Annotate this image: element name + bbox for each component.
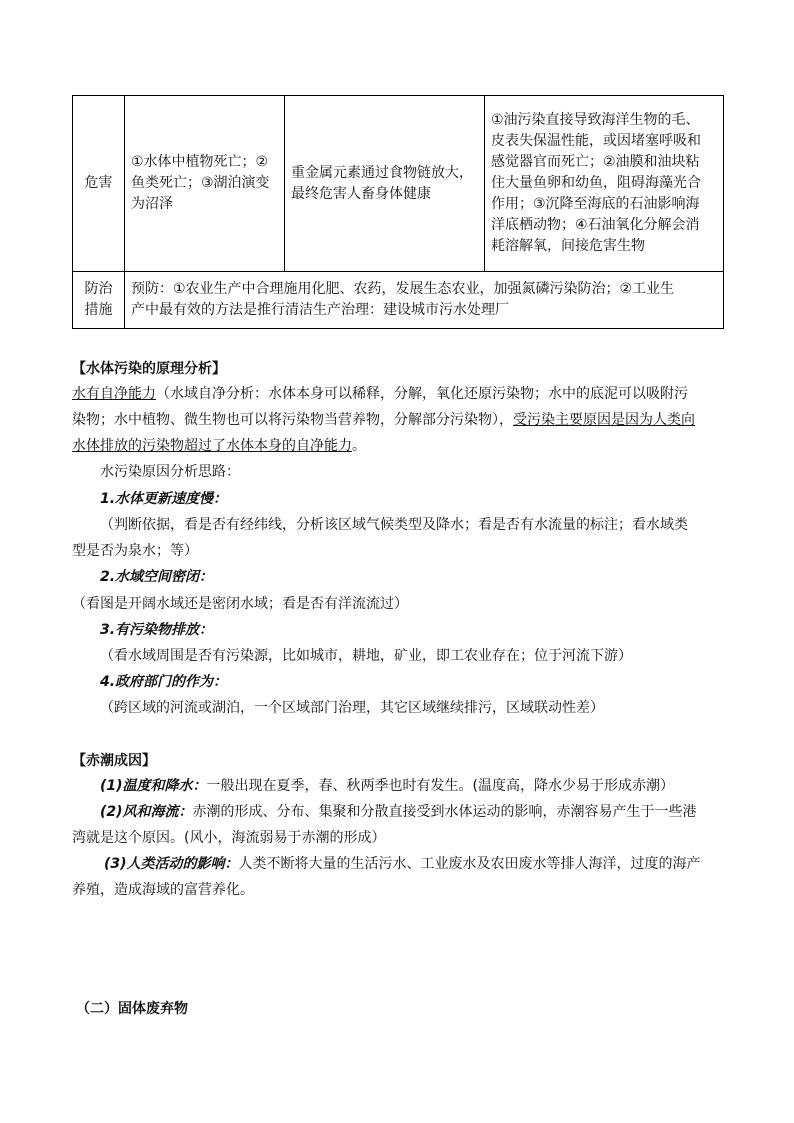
row-label-harm: 危害 (73, 96, 125, 272)
item-4-text: （跨区域的河流或湖泊，一个区域部门治理，其它区域继续排污，区域联动性差） (100, 700, 604, 716)
principle-section-title: 【水体污染的原理分析】 (72, 361, 226, 377)
item-4-title: 4.政府部门的作为： (100, 674, 228, 690)
item-2-text: （看图是开阔水域还是密闭水域；看是否有洋流流过） (72, 596, 408, 612)
item-3-text: （看水域周围是否有污染源，比如城市，耕地，矿业，即工农业存在；位于河流下游） (100, 648, 632, 664)
item-2-title: 2.水域空间密闭： (100, 569, 214, 585)
solid-waste-section-title: （二）固体废弃物 (76, 1001, 188, 1017)
item-1-text-line-2: 型是否为泉水；等） (72, 543, 198, 559)
redtide-item-3-line-2: 养殖，造成海域的富营养化。 (72, 882, 254, 898)
analysis-intro: 水污染原因分析思路： (100, 464, 240, 480)
cell-eutrophication-harm: ①水体中植物死亡；② 鱼类死亡；③湖泊演变 为沼泽 (125, 96, 285, 272)
main-cause-underline-2: 水体排放的污染物超过了水体本身的自净能力 (72, 438, 352, 454)
principle-paragraph-line-2: 染物；水中植物、微生物也可以将污染物当营养物，分解部分污染物），受污染主要原因是因为人类向 (72, 412, 695, 428)
main-cause-underline-1: 受污染主要原因是因为人类向 (513, 412, 695, 428)
redtide-section-title: 【赤潮成因】 (72, 753, 156, 769)
principle-paragraph-line-1: 水有自净能力（水域自净分析：水体本身可以稀释，分解，氧化还原污染物；水中的底泥可以吸附污 (72, 386, 688, 402)
cell-prevention-content: 预防：①农业生产中合理施用化肥、农药，发展生态农业，加强氮磷污染防治；②工业生 产中最有效的方法是推行清洁生产治理：建设城市污水处理厂 (125, 272, 724, 329)
row-label-prevention: 防治 措施 (73, 272, 125, 329)
cell-oil-pollution-harm: ①油污染直接导致海洋生物的毛、 皮表失保温性能，或因堵塞呼吸和 感觉器官而死亡；②油膜和油块粘 住大量鱼卵和幼鱼，阻碍海藻光合 作用；③沉降至海底的石油影响海 洋底栖动物；④石油氧化分解会消 耗溶解氧，间接危害生物 (485, 96, 724, 272)
item-3-title: 3.有污染物排放： (100, 622, 214, 638)
redtide-item-1: (1)温度和降水：一般出现在夏季，春、秋两季也时有发生。(温度高，降水少易于形成赤潮） (100, 778, 675, 794)
redtide-item-3-line-1: (3)人类活动的影响：人类不断将大量的生活污水、工业废水及农田废水等排人海洋，过度的海产 (104, 856, 701, 872)
principle-paragraph-line-3: 水体排放的污染物超过了水体本身的自净能力。 (72, 438, 366, 454)
table-row-harm (73, 96, 724, 272)
redtide-item-2-line-1: (2)风和海流：赤潮的形成、分布、集聚和分散直接受到水体运动的影响，赤潮容易产生于一些港 (100, 804, 697, 820)
item-1-text-line-1: （判断依据，看是否有经纬线，分析该区域气候类型及降水；看是否有水流量的标注；看水域类 (100, 517, 688, 533)
redtide-item-2-line-2: 湾就是这个原因。(风小，海流弱易于赤潮的形成） (72, 830, 386, 846)
pollution-harm-table (72, 95, 724, 329)
item-1-title: 1.水体更新速度慢： (100, 491, 228, 507)
self-purification-term: 水有自净能力 (72, 386, 156, 402)
table-row-prevention (73, 272, 724, 329)
cell-heavy-metal-harm: 重金属元素通过食物链放大， 最终危害人畜身体健康 (285, 96, 485, 272)
